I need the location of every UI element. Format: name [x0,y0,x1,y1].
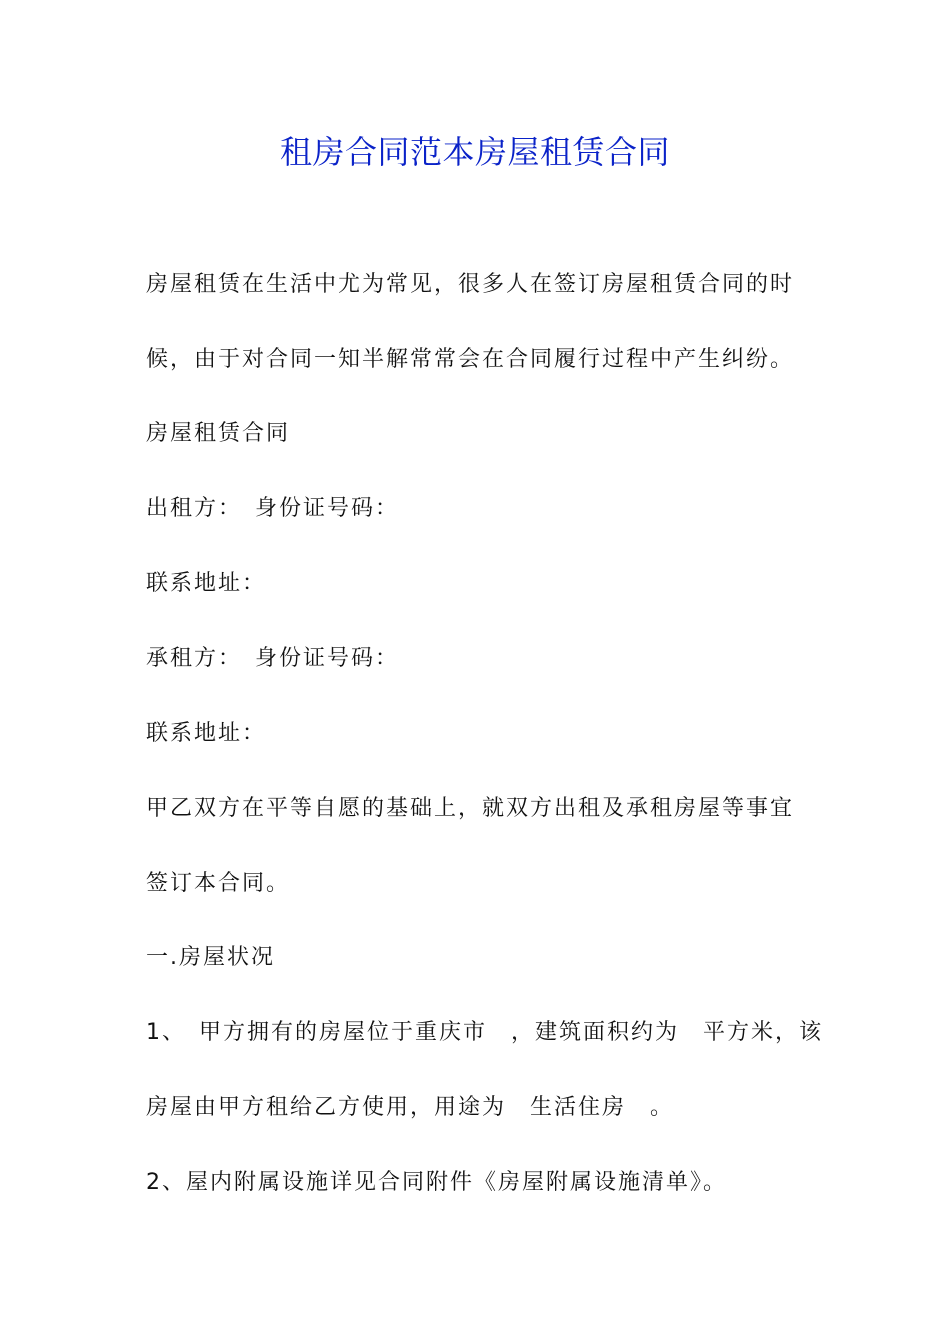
lessee-address-line: 联系地址： [146,721,267,746]
lessee-line: 承租方： 身份证号码： [146,646,400,671]
agreement-line-1: 甲乙双方在平等自愿的基础上，就双方出租及承租房屋等事宜 [146,796,795,821]
intro-line-1: 房屋租赁在生活中尤为常见，很多人在签订房屋租赁合同的时 [146,272,795,297]
intro-line-2: 候，由于对合同一知半解常常会在合同履行过程中产生纠纷。 [146,347,795,372]
lessor-line: 出租方： 身份证号码： [146,496,400,521]
lessor-address-line: 联系地址： [146,571,267,596]
contract-heading: 房屋租赁合同 [146,421,291,446]
section-heading-house-status: 一.房屋状况 [146,945,275,970]
clause-2-line: 2、屋内附属设施详见合同附件《房屋附属设施清单》。 [146,1170,727,1195]
clause-1-line-2: 房屋由甲方租给乙方使用，用途为 生活住房 。 [146,1095,675,1120]
document-title: 租房合同范本房屋租赁合同 [279,133,670,171]
agreement-line-2: 签订本合同。 [146,871,291,896]
clause-1-line-1: 1、 甲方拥有的房屋位于重庆市 ，建筑面积约为 平方米，该 [146,1020,823,1045]
